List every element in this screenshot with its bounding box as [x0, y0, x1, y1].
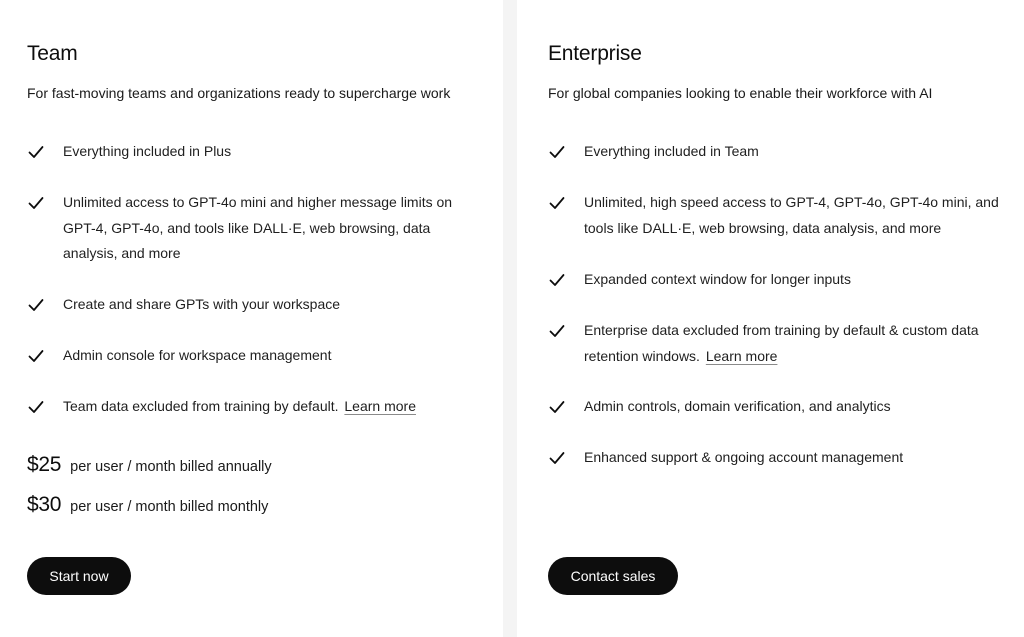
- check-icon: [27, 344, 63, 368]
- enterprise-feature-text: Everything included in Team: [584, 143, 759, 159]
- enterprise-feature: [548, 268, 1003, 293]
- team-feature: [27, 344, 487, 369]
- enterprise-title: Enterprise: [548, 42, 642, 65]
- enterprise-feature: [548, 395, 1003, 420]
- enterprise-feature: [548, 191, 1003, 241]
- team-feature-text: Everything included in Plus: [63, 143, 232, 159]
- team-plan-card: [0, 0, 503, 637]
- enterprise-plan-card: [517, 0, 1024, 637]
- check-icon: [27, 395, 63, 419]
- check-icon: [548, 191, 584, 215]
- team-feature: [27, 140, 487, 165]
- price-description: per user / month billed annually: [70, 459, 272, 475]
- check-icon: [27, 140, 63, 164]
- enterprise-feature-text: Expanded context window for longer inputs: [584, 271, 851, 287]
- team-feature: [27, 293, 487, 318]
- check-icon: [548, 319, 584, 343]
- enterprise-feature: [548, 446, 1003, 471]
- team-feature: [27, 191, 487, 267]
- price-monthly: [27, 493, 268, 517]
- price-amount: $30: [27, 493, 62, 516]
- team-learn-more-link[interactable]: Learn more: [344, 398, 416, 414]
- team-feature: [27, 395, 487, 420]
- enterprise-feature-text: Enterprise data excluded from training by default & custom data retention windows. Learn more: [584, 322, 979, 364]
- team-title: Team: [27, 42, 78, 65]
- check-icon: [548, 446, 584, 470]
- team-feature-text: Unlimited access to GPT-4o mini and higher message limits on GPT-4, GPT-4o, and tools like DALL·E, web browsing, data analysis, and more: [63, 194, 453, 261]
- price-description: per user / month billed monthly: [70, 499, 269, 515]
- enterprise-feature: [548, 140, 1003, 165]
- team-feature-text: Admin console for workspace management: [63, 347, 332, 363]
- check-icon: [27, 293, 63, 317]
- enterprise-feature-text: Enhanced support & ongoing account management: [584, 449, 904, 465]
- check-icon: [548, 395, 584, 419]
- team-feature-text: Create and share GPTs with your workspace: [63, 296, 341, 312]
- enterprise-feature: [548, 319, 1003, 369]
- enterprise-subtitle: For global companies looking to enable their workforce with AI: [548, 85, 933, 101]
- team-subtitle: For fast-moving teams and organizations ready to supercharge work: [27, 85, 451, 101]
- price-amount: $25: [27, 453, 62, 476]
- check-icon: [548, 140, 584, 164]
- enterprise-feature-text: Unlimited, high speed access to GPT-4, GPT-4o, GPT-4o mini, and tools like DALL·E, web browsing, data analysis, and more: [584, 194, 999, 236]
- enterprise-feature-text: Admin controls, domain verification, and analytics: [584, 398, 891, 414]
- check-icon: [27, 191, 63, 215]
- team-feature-text: Team data excluded from training by default. Learn more: [63, 398, 416, 414]
- contact-sales-button[interactable]: Contact sales: [548, 557, 678, 595]
- enterprise-learn-more-link[interactable]: Learn more: [705, 347, 778, 364]
- check-icon: [548, 268, 584, 292]
- start-now-button[interactable]: Start now: [27, 557, 131, 595]
- price-annual: [27, 453, 272, 477]
